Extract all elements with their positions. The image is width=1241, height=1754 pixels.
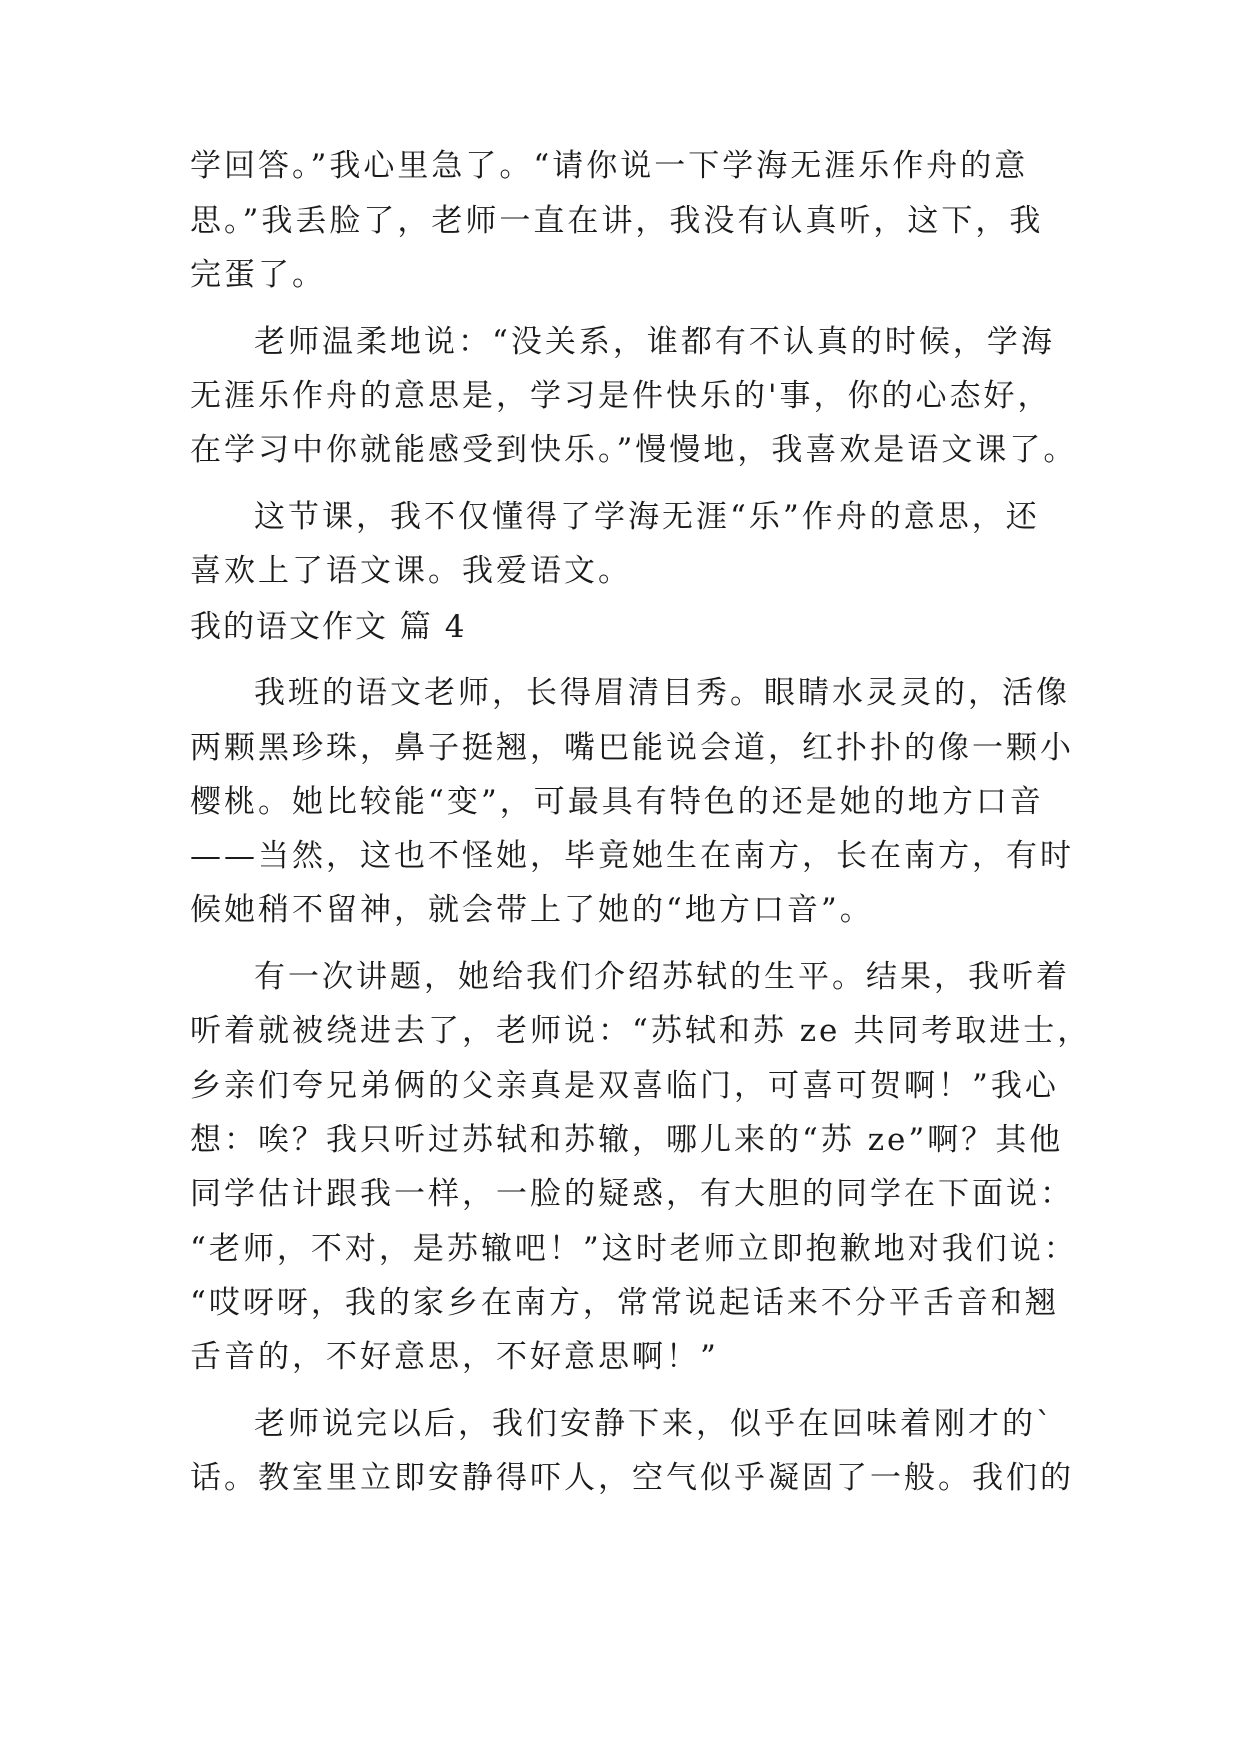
text-line-4: 老师温柔地说：“没关系，谁都有不认真的时候，学海 [254, 324, 1055, 360]
text-line-16: 听着就被绕进去了，老师说：“苏轼和苏 ze 共同考取进士， [190, 1013, 1092, 1049]
text-line-17: 乡亲们夸兄弟俩的父亲真是双喜临门，可喜可贺啊！”我心 [190, 1068, 1059, 1104]
text-line-21: “哎呀呀，我的家乡在南方，常常说起话来不分平舌音和翘 [190, 1285, 1059, 1321]
text-line-8: 喜欢上了语文课。我爱语文。 [190, 553, 632, 589]
text-line-20: “老师，不对，是苏辙吧！”这时老师立即抱歉地对我们说： [190, 1231, 1078, 1267]
text-line-19: 同学估计跟我一样，一脸的疑惑，有大胆的同学在下面说： [190, 1176, 1074, 1212]
text-line-11: 两颗黑珍珠，鼻子挺翘，嘴巴能说会道，红扑扑的像一颗小 [190, 730, 1074, 766]
text-line-18: 想：唉？我只听过苏轼和苏辙，哪儿来的“苏 ze”啊？其他 [190, 1122, 1064, 1158]
section-heading: 我的语文作文 篇 4 [190, 609, 467, 645]
text-line-14: 候她稍不留神，就会带上了她的“地方口音”。 [190, 892, 874, 928]
text-line-2: 思。”我丢脸了，老师一直在讲，我没有认真听，这下，我 [190, 203, 1044, 239]
text-line-23: 老师说完以后，我们安静下来，似乎在回味着刚才的` [254, 1406, 1055, 1442]
text-line-24: 话。教室里立即安静得吓人，空气似乎凝固了一般。我们的 [190, 1460, 1074, 1496]
text-line-3: 完蛋了。 [190, 257, 326, 293]
text-line-13: ——当然，这也不怪她，毕竟她生在南方，长在南方，有时 [190, 838, 1074, 874]
text-line-10: 我班的语文老师，长得眉清目秀。眼睛水灵灵的，活像 [254, 675, 1070, 711]
text-line-12: 樱桃。她比较能“变”，可最具有特色的还是她的地方口音 [190, 784, 1044, 820]
text-line-5: 无涯乐作舟的意思是，学习是件快乐的'事，你的心态好， [190, 378, 1052, 414]
text-line-15: 有一次讲题，她给我们介绍苏轼的生平。结果，我听着 [254, 959, 1070, 995]
text-line-6: 在学习中你就能感受到快乐。”慢慢地，我喜欢是语文课了。 [190, 432, 1078, 468]
text-line-22: 舌音的，不好意思，不好意思啊！” [190, 1339, 719, 1375]
text-line-7: 这节课，我不仅懂得了学海无涯“乐”作舟的意思，还 [254, 499, 1040, 535]
text-line-1: 学回答。”我心里急了。“请你说一下学海无涯乐作舟的意 [190, 148, 1029, 184]
